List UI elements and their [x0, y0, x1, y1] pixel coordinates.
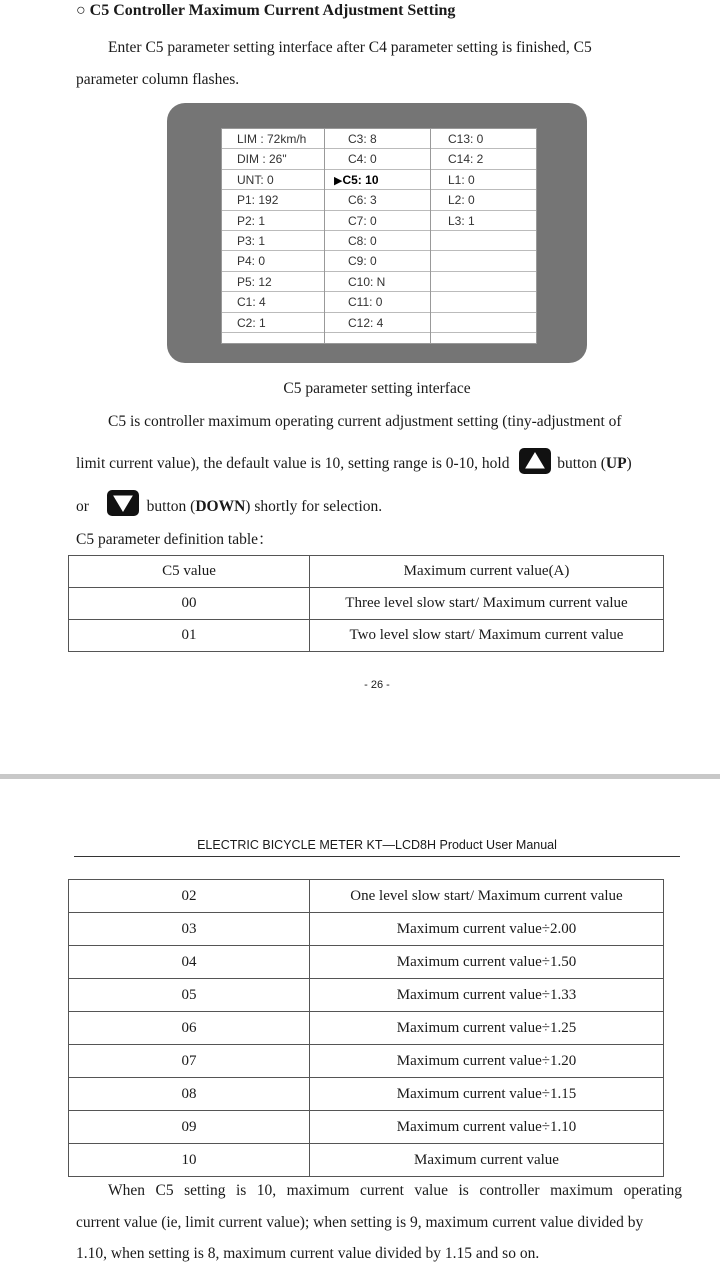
lcd-cell: C1: 4	[222, 292, 324, 312]
selection-arrow-icon: ▶	[334, 174, 343, 187]
intro-line-2: parameter column flashes.	[76, 71, 240, 88]
c5-value-cell: 08	[69, 1078, 310, 1111]
lcd-column-1	[222, 129, 325, 343]
lcd-cell	[431, 251, 536, 271]
desc-line-3-button: button (	[146, 498, 196, 515]
table-row	[69, 1012, 664, 1045]
max-current-cell: Maximum current value÷1.50	[310, 946, 664, 979]
desc-line-2-close: )	[626, 455, 632, 472]
desc-line-2	[76, 454, 676, 474]
lcd-column-3	[431, 129, 536, 343]
section-heading	[76, 2, 455, 20]
lcd-column-2	[325, 129, 431, 343]
lcd-cell: P5: 12	[222, 272, 324, 292]
c5-value-cell: 06	[69, 1012, 310, 1045]
lcd-cell: L1: 0	[431, 170, 536, 190]
table-row	[69, 913, 664, 946]
page-separator	[0, 774, 720, 779]
lcd-parameter-screen	[221, 128, 537, 344]
header-max-current: Maximum current value(A)	[310, 556, 664, 588]
intro-line-1: Enter C5 parameter setting interface after C4 parameter setting is finished, C5	[108, 39, 592, 56]
desc-line-3-or: or	[76, 498, 89, 515]
page-number: - 26 -	[364, 679, 390, 691]
lcd-cell	[431, 272, 536, 292]
lcd-cell	[431, 313, 536, 333]
max-current-cell: One level slow start/ Maximum current value	[310, 880, 664, 913]
table-row	[69, 1078, 664, 1111]
table-row	[69, 880, 664, 913]
max-current-cell: Maximum current value÷2.00	[310, 913, 664, 946]
header-c5-value: C5 value	[69, 556, 310, 588]
c5-value-cell: 09	[69, 1111, 310, 1144]
max-current-cell: Maximum current value÷1.15	[310, 1078, 664, 1111]
lcd-cell: L3: 1	[431, 211, 536, 231]
lcd-cell: C13: 0	[431, 129, 536, 149]
table-row	[69, 946, 664, 979]
lcd-cell: C14: 2	[431, 149, 536, 169]
up-label: UP	[605, 455, 627, 472]
conclusion-line-3: 1.10, when setting is 8, maximum current value divided by 1.15 and so on.	[76, 1245, 540, 1262]
c5-value-cell: 07	[69, 1045, 310, 1078]
c5-value-cell: 01	[69, 620, 310, 652]
c5-value-cell: 00	[69, 588, 310, 620]
desc-line-2-button: button (	[557, 455, 606, 472]
up-button-icon	[519, 448, 551, 474]
section-title: C5 Controller Maximum Current Adjustment Setting	[89, 2, 456, 19]
lcd-cell: P2: 1	[222, 211, 324, 231]
lcd-cell: LIM : 72km/h	[222, 129, 324, 149]
lcd-cell: UNT: 0	[222, 170, 324, 190]
c5-value-cell: 02	[69, 880, 310, 913]
lcd-cell-selected-c5	[325, 170, 430, 190]
manual-header: ELECTRIC BICYCLE METER KT—LCD8H Product User Manual	[197, 838, 557, 852]
max-current-cell: Maximum current value÷1.20	[310, 1045, 664, 1078]
lcd-cell: C12: 4	[325, 313, 430, 333]
table-row	[69, 588, 664, 620]
c5-value-cell: 04	[69, 946, 310, 979]
down-label: DOWN	[195, 498, 246, 515]
max-current-cell: Maximum current value÷1.33	[310, 979, 664, 1012]
bullet-circle-icon: ○	[76, 2, 86, 19]
lcd-cell: C4: 0	[325, 149, 430, 169]
table-header-row	[69, 556, 664, 588]
desc-line-3-rest: ) shortly for selection.	[245, 498, 383, 515]
table-row	[69, 979, 664, 1012]
c5-value-cell: 03	[69, 913, 310, 946]
down-button-icon	[107, 490, 139, 516]
lcd-cell: C9: 0	[325, 251, 430, 271]
table-row	[69, 1045, 664, 1078]
desc-line-3	[76, 497, 382, 517]
max-current-cell: Maximum current value÷1.10	[310, 1111, 664, 1144]
lcd-cell: P1: 192	[222, 190, 324, 210]
header-rule	[74, 856, 680, 857]
lcd-cell: C11: 0	[325, 292, 430, 312]
lcd-cell: C10: N	[325, 272, 430, 292]
desc-line-1: C5 is controller maximum operating current adjustment setting (tiny-adjustment of	[108, 413, 622, 430]
definition-table-part-1	[68, 555, 664, 652]
max-current-cell: Maximum current value÷1.25	[310, 1012, 664, 1045]
max-current-cell: Maximum current value	[310, 1144, 664, 1177]
table-title: C5 parameter definition table：	[76, 531, 274, 548]
lcd-cell: C2: 1	[222, 313, 324, 333]
desc-line-2-text: limit current value), the default value is 10, setting range is 0-10, hold	[76, 455, 510, 472]
lcd-cell: C8: 0	[325, 231, 430, 251]
lcd-cell: C3: 8	[325, 129, 430, 149]
c5-value-cell: 05	[69, 979, 310, 1012]
table-row	[69, 620, 664, 652]
lcd-cell: C7: 0	[325, 211, 430, 231]
lcd-cell: L2: 0	[431, 190, 536, 210]
lcd-cell-selected-label: C5: 10	[342, 172, 379, 187]
table-row	[69, 1144, 664, 1177]
table-row	[69, 1111, 664, 1144]
lcd-cell: DIM : 26"	[222, 149, 324, 169]
lcd-cell	[431, 292, 536, 312]
lcd-cell: C6: 3	[325, 190, 430, 210]
conclusion-line-1: When C5 setting is 10, maximum current value is controller maximum operating	[108, 1182, 682, 1199]
c5-value-cell: 10	[69, 1144, 310, 1177]
figure-caption: C5 parameter setting interface	[283, 380, 471, 397]
lcd-cell	[431, 231, 536, 251]
lcd-cell: P4: 0	[222, 251, 324, 271]
conclusion-line-2: current value (ie, limit current value); when setting is 9, maximum current value divided by	[76, 1214, 644, 1231]
definition-table-part-2	[68, 879, 664, 1177]
max-current-cell: Three level slow start/ Maximum current value	[310, 588, 664, 620]
max-current-cell: Two level slow start/ Maximum current value	[310, 620, 664, 652]
lcd-cell: P3: 1	[222, 231, 324, 251]
